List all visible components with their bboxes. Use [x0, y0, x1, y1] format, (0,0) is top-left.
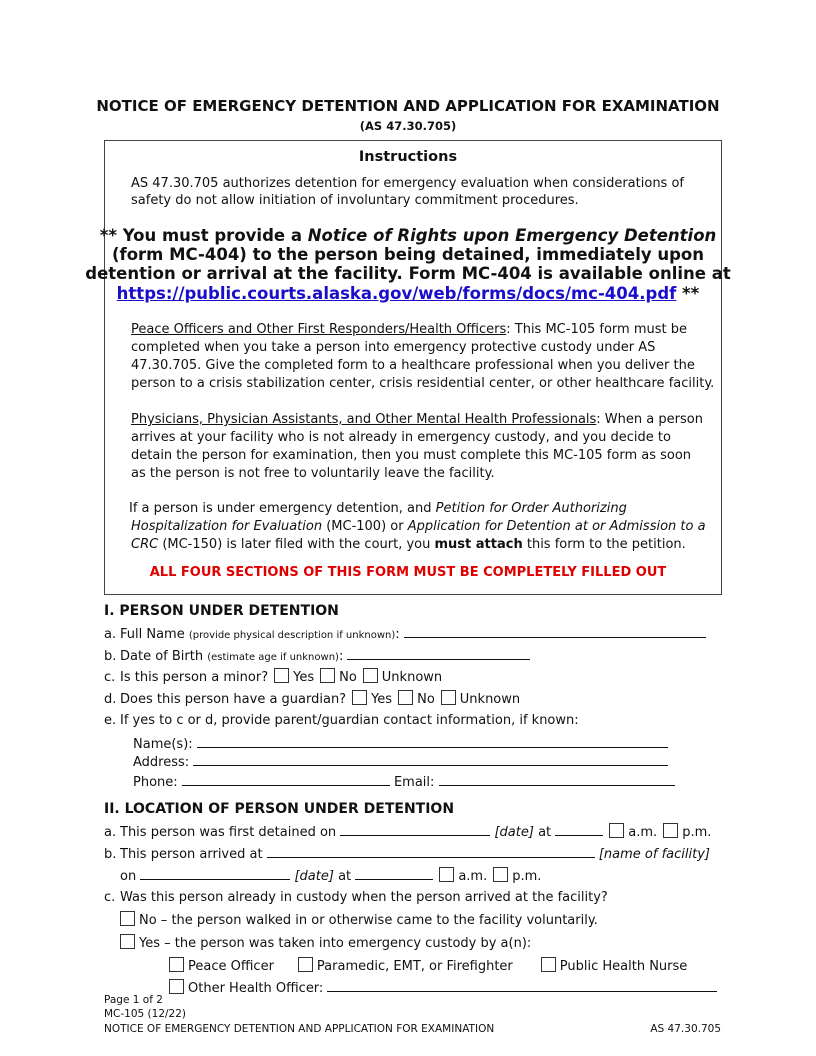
- custodian-row: [163, 957, 687, 976]
- label: a.m.: [628, 825, 658, 840]
- footer-statute: AS 47.30.705: [650, 1023, 721, 1035]
- arrived-time-field[interactable]: [355, 866, 433, 880]
- label: This person was first detained on: [120, 825, 337, 840]
- dob-field[interactable]: [347, 646, 530, 660]
- notice-line: [0, 285, 816, 303]
- arrived-date-row: [120, 866, 541, 886]
- item-letter: d.: [104, 692, 117, 707]
- public-health-nurse-checkbox[interactable]: [541, 957, 556, 972]
- label: Unknown: [459, 692, 521, 707]
- other-health-officer-checkbox[interactable]: [169, 979, 184, 994]
- label: Full Name: [120, 627, 185, 642]
- text: : This MC-105 form must be: [506, 322, 687, 337]
- label: Unknown: [381, 670, 443, 685]
- detained-am-checkbox[interactable]: [609, 823, 624, 838]
- document-subtitle: (AS 47.30.705): [359, 119, 457, 133]
- custody-yes-row: [114, 934, 531, 953]
- minor-yes-checkbox[interactable]: [274, 668, 289, 683]
- footer-title: NOTICE OF EMERGENCY DETENTION AND APPLICATION FOR EXAMINATION: [104, 1023, 495, 1035]
- guardian-yes-checkbox[interactable]: [352, 690, 367, 705]
- text: CRC: [131, 537, 159, 552]
- label: on: [120, 869, 137, 884]
- notice-line: detention or arrival at the facility. Form MC-404 is available online at: [85, 264, 731, 283]
- guardian-no-checkbox[interactable]: [398, 690, 413, 705]
- text: If a person is under emergency detention, and: [129, 501, 436, 516]
- contact-row: [104, 712, 579, 730]
- label: p.m.: [512, 869, 542, 884]
- other-officer-row: [163, 978, 717, 998]
- label: No: [339, 670, 357, 685]
- physicians-line: as the person is not free to voluntarily leave the facility.: [131, 466, 495, 481]
- item-letter: a.: [104, 825, 117, 840]
- address-row: [133, 752, 668, 772]
- item-letter: b.: [104, 847, 117, 862]
- peace-officers-line: completed when you take a person into emergency protective custody under AS: [131, 340, 656, 355]
- text: : When a person: [596, 412, 703, 427]
- label: Address:: [133, 755, 190, 770]
- text: (MC-150) is later filed with the court, you: [158, 537, 435, 552]
- other-officer-field[interactable]: [327, 978, 717, 992]
- label: Yes: [293, 670, 315, 685]
- text: Petition for Order Authorizing: [435, 501, 627, 516]
- physicians-line: detain the person for examination, then you must complete this MC-105 form as soon: [131, 448, 692, 463]
- intro-line: safety do not allow initiation of involuntary commitment procedures.: [131, 193, 579, 208]
- notice-text: ** You must provide a: [99, 226, 308, 245]
- label: at: [338, 869, 352, 884]
- section-2-heading: II. LOCATION OF PERSON UNDER DETENTION: [104, 801, 455, 817]
- label: Date of Birth: [120, 649, 204, 664]
- full-name-row: a. Full Name (provide physical description if unknown):: [104, 624, 706, 645]
- paramedic-checkbox[interactable]: [298, 957, 313, 972]
- detained-row: [104, 822, 711, 842]
- label: Is this person a minor?: [120, 670, 269, 685]
- arrived-pm-checkbox[interactable]: [493, 867, 508, 882]
- names-row: [133, 734, 668, 754]
- text: Application for Detention at or Admission to a: [407, 519, 706, 534]
- notice-form-title: Notice of Rights upon Emergency Detention: [307, 226, 717, 245]
- full-name-field[interactable]: [404, 624, 706, 638]
- label: Yes: [371, 692, 393, 707]
- notice-line: [0, 227, 816, 245]
- attach-line: [131, 518, 706, 536]
- arrived-row: [104, 844, 710, 864]
- label: [name of facility]: [598, 847, 710, 862]
- item-letter: c.: [104, 890, 116, 905]
- attach-line: [131, 536, 686, 554]
- label: Does this person have a guardian?: [120, 692, 347, 707]
- intro-line: AS 47.30.705 authorizes detention for emergency evaluation when considerations of: [131, 176, 684, 191]
- detained-time-field[interactable]: [555, 822, 603, 836]
- label: Yes – the person was taken into emergency custody by a(n):: [139, 936, 532, 951]
- label: [date]: [494, 825, 534, 840]
- text: (MC-100) or: [322, 519, 408, 534]
- warning-text: ALL FOUR SECTIONS OF THIS FORM MUST BE COMPLETELY FILLED OUT: [149, 565, 667, 580]
- arrived-am-checkbox[interactable]: [439, 867, 454, 882]
- custody-row: [104, 889, 608, 907]
- hint: (provide physical description if unknown): [188, 630, 396, 641]
- detained-date-field[interactable]: [340, 822, 490, 836]
- label: No – the person walked in or otherwise came to the facility voluntarily.: [139, 913, 598, 928]
- label: Name(s):: [133, 737, 193, 752]
- label: at: [538, 825, 552, 840]
- dob-row: b. Date of Birth (estimate age if unknown):: [104, 646, 530, 667]
- detained-pm-checkbox[interactable]: [663, 823, 678, 838]
- minor-unknown-checkbox[interactable]: [363, 668, 378, 683]
- text: must attach: [434, 537, 523, 552]
- item-letter: a.: [104, 627, 117, 642]
- label: p.m.: [682, 825, 712, 840]
- names-field[interactable]: [197, 734, 668, 748]
- minor-no-checkbox[interactable]: [320, 668, 335, 683]
- arrived-date-field[interactable]: [140, 866, 290, 880]
- label: [date]: [294, 869, 334, 884]
- item-letter: e.: [104, 713, 117, 728]
- minor-row: [104, 668, 442, 687]
- item-letter: c.: [104, 670, 116, 685]
- attach-line: [129, 500, 627, 518]
- peace-officers-line: [131, 321, 687, 339]
- section-1-heading: I. PERSON UNDER DETENTION: [104, 603, 339, 619]
- physicians-line: arrives at your facility who is not already in emergency custody, and you decide to: [131, 430, 671, 445]
- email-field[interactable]: [439, 772, 675, 786]
- label: Other Health Officer:: [188, 981, 324, 996]
- peace-officer-checkbox[interactable]: [169, 957, 184, 972]
- custody-no-row: [114, 911, 598, 930]
- page-number: Page 1 of 2: [104, 994, 163, 1006]
- form-number: MC-105 (12/22): [104, 1008, 187, 1020]
- notice-line: (form MC-404) to the person being detained, immediately upon: [111, 245, 705, 264]
- text: this form to the petition.: [522, 537, 686, 552]
- label: This person arrived at: [120, 847, 263, 862]
- label: No: [417, 692, 435, 707]
- custody-no-checkbox[interactable]: [120, 911, 135, 926]
- instructions-heading: Instructions: [358, 149, 458, 165]
- guardian-row: [104, 690, 520, 709]
- label: If yes to c or d, provide parent/guardian contact information, if known:: [120, 713, 579, 728]
- phone-email-row: [133, 772, 675, 792]
- peace-officers-line: person to a crisis stabilization center, crisis residential center, or other healthcare facility.: [131, 376, 715, 391]
- text: Hospitalization for Evaluation: [131, 519, 323, 534]
- facility-field[interactable]: [267, 844, 595, 858]
- label: a.m.: [458, 869, 488, 884]
- physicians-lead: Physicians, Physician Assistants, and Other Mental Health Professionals: [131, 412, 597, 427]
- label: Was this person already in custody when the person arrived at the facility?: [120, 890, 608, 905]
- guardian-unknown-checkbox[interactable]: [441, 690, 456, 705]
- label: Peace Officer: [188, 959, 274, 974]
- document-title: NOTICE OF EMERGENCY DETENTION AND APPLICATION FOR EXAMINATION: [96, 97, 720, 115]
- label: Phone:: [133, 775, 178, 790]
- peace-officers-line: 47.30.705. Give the completed form to a healthcare professional when you deliver the: [131, 358, 695, 373]
- phone-field[interactable]: [182, 772, 390, 786]
- label: Public Health Nurse: [559, 959, 688, 974]
- physicians-line: [131, 411, 703, 429]
- notice-text: **: [676, 284, 700, 303]
- item-letter: b.: [104, 649, 117, 664]
- label: Paramedic, EMT, or Firefighter: [316, 959, 513, 974]
- label: Email:: [393, 775, 435, 790]
- address-field[interactable]: [193, 752, 668, 766]
- hint: (estimate age if unknown): [207, 652, 339, 663]
- peace-officers-lead: Peace Officers and Other First Responders/Health Officers: [131, 322, 507, 337]
- mc-404-link[interactable]: https://public.courts.alaska.gov/web/forms/docs/mc-404.pdf: [116, 284, 677, 303]
- custody-yes-checkbox[interactable]: [120, 934, 135, 949]
